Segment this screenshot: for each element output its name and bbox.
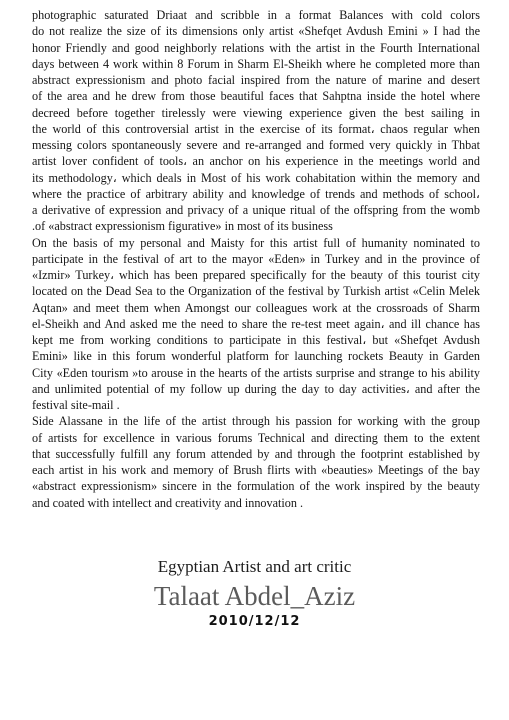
author-name: Talaat Abdel_Aziz — [153, 581, 356, 611]
text-line: photographic saturated Driaat and scribble in a format Balances with cold colors — [32, 8, 480, 22]
text-line: of artists for excellence in various forums Technical and directing them to the extent — [32, 430, 480, 445]
text-line: of the area and he drew from those beautiful faces that Sahptna inside the hotel where — [32, 89, 480, 104]
text-line: days between 4 work within 8 Forum in Sharm El-Sheikh where he completed more than — [32, 56, 480, 71]
text-line: and coated with intellect and creativity and innovation . — [32, 495, 304, 510]
text-line: «abstract expressionism» sincere in the formulation of the work inspired by the beauty — [32, 479, 480, 494]
text-line: honor Friendly and good neighborly relations with the artist in the Fourth International — [32, 40, 480, 55]
text-line: Aqtan» and meet them when Amongst our colleagues work at the crossroads of Sharm — [32, 300, 480, 315]
text-line: located on the Dead Sea to the Organization of the festival by Turkish artist «Celin Melek — [32, 284, 480, 299]
text-line: kept me from working conditions to participate in this festival، but «Shefqet Avdush — [32, 333, 480, 347]
author-role: Egyptian Artist and art critic — [157, 557, 352, 576]
text-line: Emini» like in this forum wonderful platform for launching rockets Beauty in Garden — [32, 349, 480, 364]
text-line: festival site-mail . — [32, 398, 120, 412]
text-line: abstract expressionism and photo facial inspired from the nature of marine and desert — [32, 73, 480, 87]
text-line: .of «abstract expressionism figurative» in most of its business — [32, 219, 333, 234]
text-line: each artist in his work and memory of Brush flirts with «beauties» Meetings of the bay — [32, 463, 480, 477]
text-line: do not realize the size of its dimensions only artist «Shefqet Avdush Emini » I had the — [32, 24, 480, 39]
text-line: its methodology، which deals in Most of his work cohabitation within the memory and — [32, 170, 480, 185]
text-line: Side Alassane in the life of the artist through his passion for working with the group — [32, 414, 480, 429]
text-line: messing colors spontaneously severe and re-arranged and formed very quickly in Thbat — [32, 138, 480, 152]
text-line: On the basis of my personal and Maisty for this artist full of humanity nominated to — [32, 235, 480, 250]
text-line: and unlimited potential of my follow up during the day to day activities، and after the — [32, 381, 480, 396]
text-line: where the practice of arbitrary ability and knowledge of trends and methods of school، — [32, 186, 480, 201]
text-line: el-Sheikh and And asked me the need to share the re-test meet again، and ill chance has — [32, 316, 480, 331]
signature-date: 2010/12/12 — [208, 614, 301, 629]
article-body — [32, 7, 480, 511]
text-line: «Izmir» Turkey، which has been prepared specifically for the beauty of this tourist city — [32, 268, 480, 282]
text-line: participate in the festival of art to the mayor «Eden» in Turkey and in the province of — [32, 251, 480, 266]
text-line: artist lover confident of tools، an anchor on his experience in the meetings world and — [32, 154, 480, 169]
text-line: the world of this controversial artist in the exercise of its format، chaos regular when — [32, 121, 480, 136]
text-line: decreed before together tirelessly were viewing experience given the best sailing in — [32, 105, 480, 120]
text-line: City «Eden tourism »to arouse in the hearts of the artists surprise and strange to his ability — [32, 365, 480, 380]
text-line: a derivative of expression and privacy of a unique ritual of the offspring from the womb — [32, 203, 480, 217]
text-line: that successfully fulfill any forum attended by and through the footprint established by — [32, 446, 480, 461]
